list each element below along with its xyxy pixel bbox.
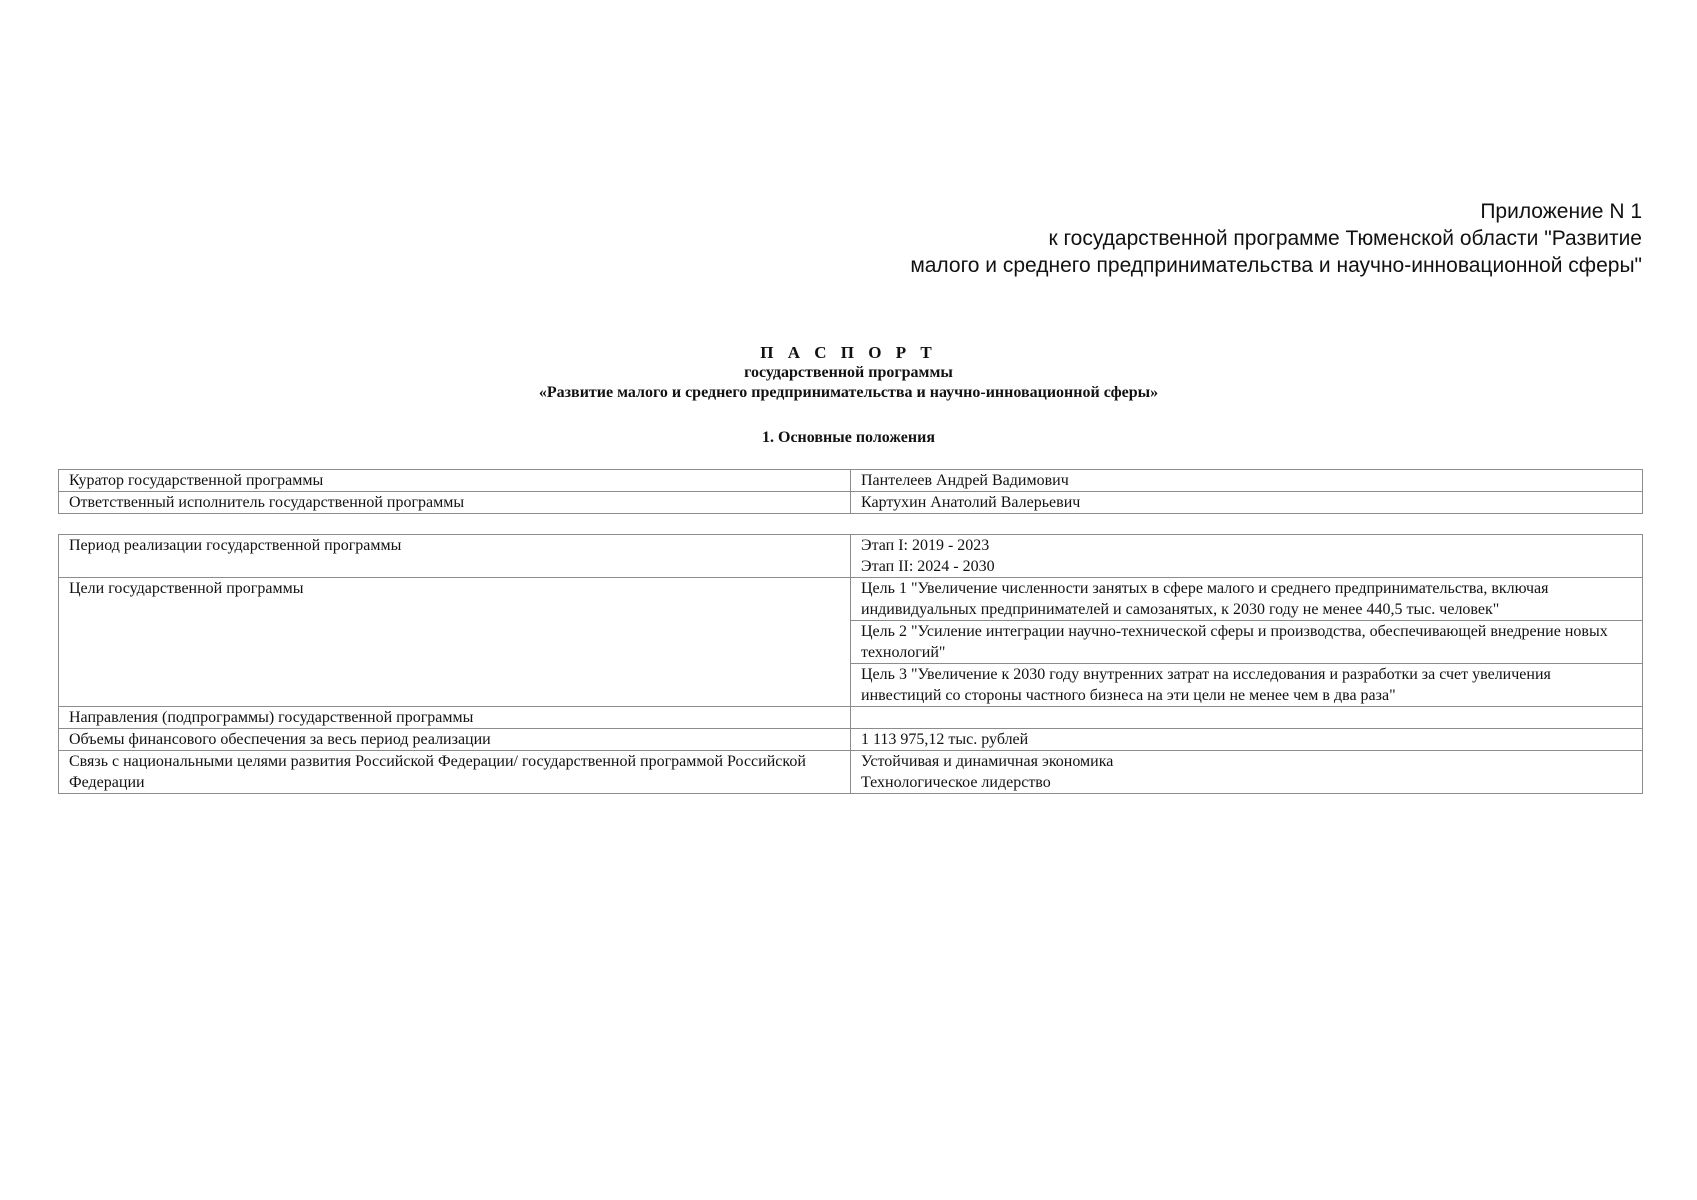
row-label: Ответственный исполнитель государственной программы xyxy=(59,492,851,514)
stage-1: Этап I: 2019 - 2023 xyxy=(861,537,990,554)
document-subtitle: государственной программы xyxy=(744,364,953,381)
funding-value: 1 113 975,12 тыс. рублей xyxy=(851,729,1643,751)
directions-value xyxy=(851,707,1643,729)
appendix-number: Приложение N 1 xyxy=(1480,200,1642,223)
directions-label: Направления (подпрограммы) государственной программы xyxy=(59,707,851,729)
responsible-persons-table xyxy=(58,469,1643,514)
table-row xyxy=(59,492,1643,514)
row-label: Куратор государственной программы xyxy=(59,470,851,492)
national-goal-1: Устойчивая и динамичная экономика xyxy=(861,753,1114,770)
table-row-goal-1 xyxy=(59,578,1643,621)
program-name: «Развитие малого и среднего предпринимательства и научно-инновационной сферы» xyxy=(538,384,1159,401)
national-goal-2: Технологическое лидерство xyxy=(861,774,1051,791)
appendix-reference-line-1: к государственной программе Тюменской области "Развитие xyxy=(1048,227,1642,250)
goal-2: Цель 2 "Усиление интеграции научно-технической сферы и производства, обеспечивающей внедрение новых технологий" xyxy=(851,621,1643,664)
funding-label: Объемы финансового обеспечения за весь период реализации xyxy=(59,729,851,751)
table-row-directions xyxy=(59,707,1643,729)
appendix-reference-line-2: малого и среднего предпринимательства и научно-инновационной сферы" xyxy=(910,254,1642,277)
document-title-block xyxy=(0,343,1697,403)
table-row xyxy=(59,470,1643,492)
row-value: Пантелеев Андрей Вадимович xyxy=(851,470,1643,492)
national-goals-label: Связь с национальными целями развития Российской Федерации/ государственной программой Российской Федерации xyxy=(59,751,851,794)
table-row-period xyxy=(59,535,1643,578)
period-label: Период реализации государственной программы xyxy=(59,535,851,578)
appendix-header xyxy=(742,198,1642,279)
program-details-table xyxy=(58,534,1643,794)
document-title: П А С П О Р Т xyxy=(760,343,937,362)
goal-3: Цель 3 "Увеличение к 2030 году внутренних затрат на исследования и разработки за счет увеличения инвестиций со стороны частного бизнеса на эти цели не менее чем в два раза" xyxy=(851,664,1643,707)
section-heading: 1. Основные положения xyxy=(762,429,935,446)
row-value: Картухин Анатолий Валерьевич xyxy=(851,492,1643,514)
period-value xyxy=(851,535,1643,578)
national-goals-value xyxy=(851,751,1643,794)
table-row-national-goals xyxy=(59,751,1643,794)
table-row-funding xyxy=(59,729,1643,751)
stage-2: Этап II: 2024 - 2030 xyxy=(861,558,995,575)
goals-label: Цели государственной программы xyxy=(59,578,851,707)
goal-1: Цель 1 "Увеличение численности занятых в сфере малого и среднего предпринимательства, включая индивидуальных предпринимателей и самозанятых, к 2030 году не менее 440,5 тыс. человек" xyxy=(851,578,1643,621)
